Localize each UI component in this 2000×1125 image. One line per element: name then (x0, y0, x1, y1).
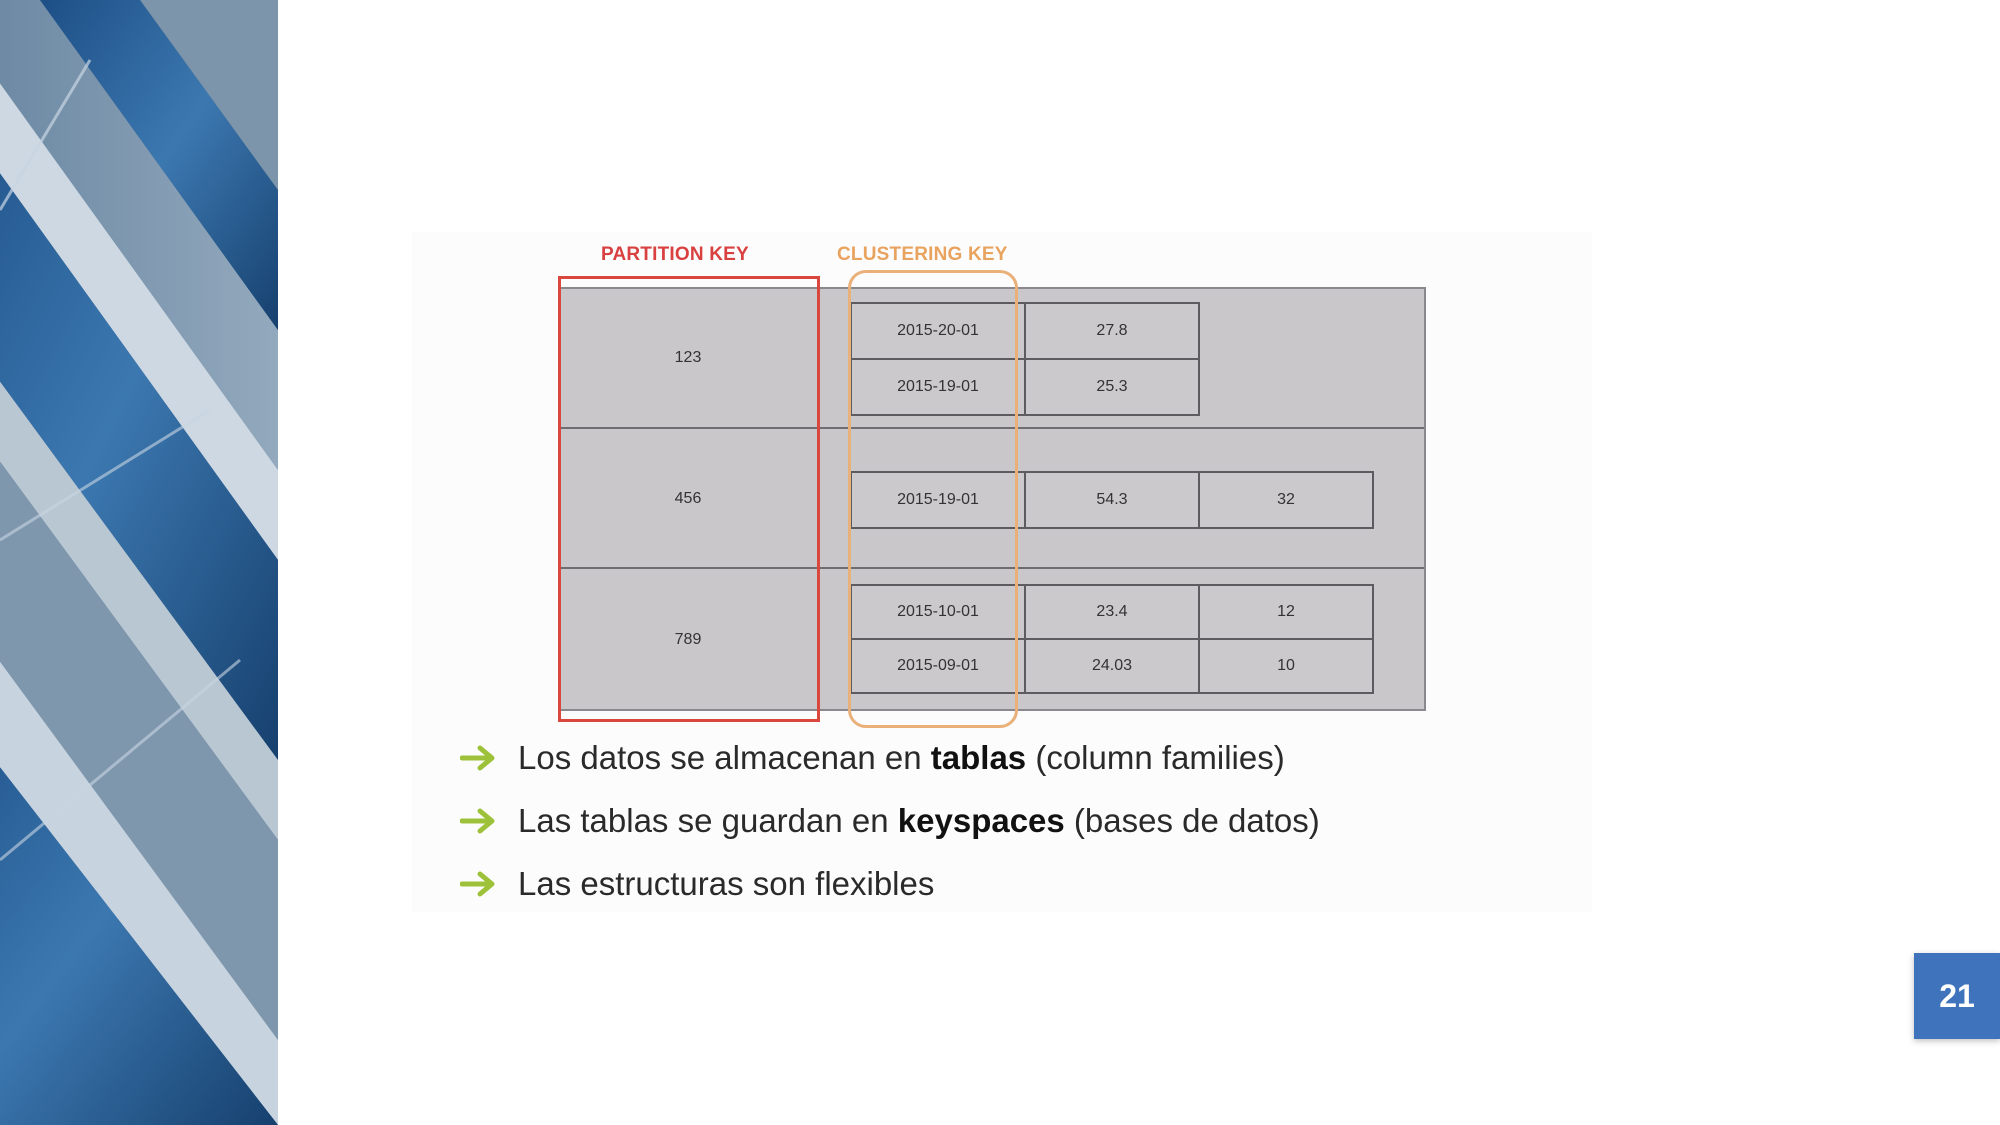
bullet-text: Los datos se almacenan en tablas (column families) (518, 738, 1285, 776)
bullet-item (460, 726, 1320, 789)
clustering-key-label: CLUSTERING KEY (837, 244, 1008, 265)
partition-key-outline (558, 276, 820, 722)
partition-cell: 456 (674, 490, 702, 507)
page-number-badge: 21 (1914, 953, 2000, 1039)
bullet-item (460, 789, 1320, 852)
clustering-cell: 2015-10-01 (850, 584, 1026, 640)
value-cell: 32 (1198, 471, 1374, 529)
clustering-key-outline (848, 270, 1018, 728)
clustering-cell: 2015-20-01 (850, 302, 1026, 360)
partition-cell: 789 (674, 631, 702, 648)
partition-cell: 123 (674, 349, 702, 366)
clustering-cell: 2015-09-01 (850, 638, 1026, 694)
arrow-right-icon (460, 743, 500, 773)
value-cell: 23.4 (1024, 584, 1200, 640)
decorative-building-image (0, 0, 278, 1125)
bullet-text: Las estructuras son flexibles (518, 864, 935, 902)
value-cell: 25.3 (1024, 358, 1200, 416)
clustering-cell: 2015-19-01 (850, 358, 1026, 416)
arrow-right-icon (460, 869, 500, 899)
value-cell: 27.8 (1024, 302, 1200, 360)
value-cell: 24.03 (1024, 638, 1200, 694)
bullet-item (460, 852, 1320, 915)
bullet-text: Las tablas se guardan en keyspaces (bases de datos) (518, 801, 1320, 839)
bullet-list (460, 726, 1320, 915)
partition-key-label: PARTITION KEY (601, 244, 749, 265)
value-cell: 10 (1198, 638, 1374, 694)
value-cell: 54.3 (1024, 471, 1200, 529)
diagram-area (412, 232, 1592, 912)
arrow-right-icon (460, 806, 500, 836)
value-cell: 12 (1198, 584, 1374, 640)
clustering-cell: 2015-19-01 (850, 471, 1026, 529)
